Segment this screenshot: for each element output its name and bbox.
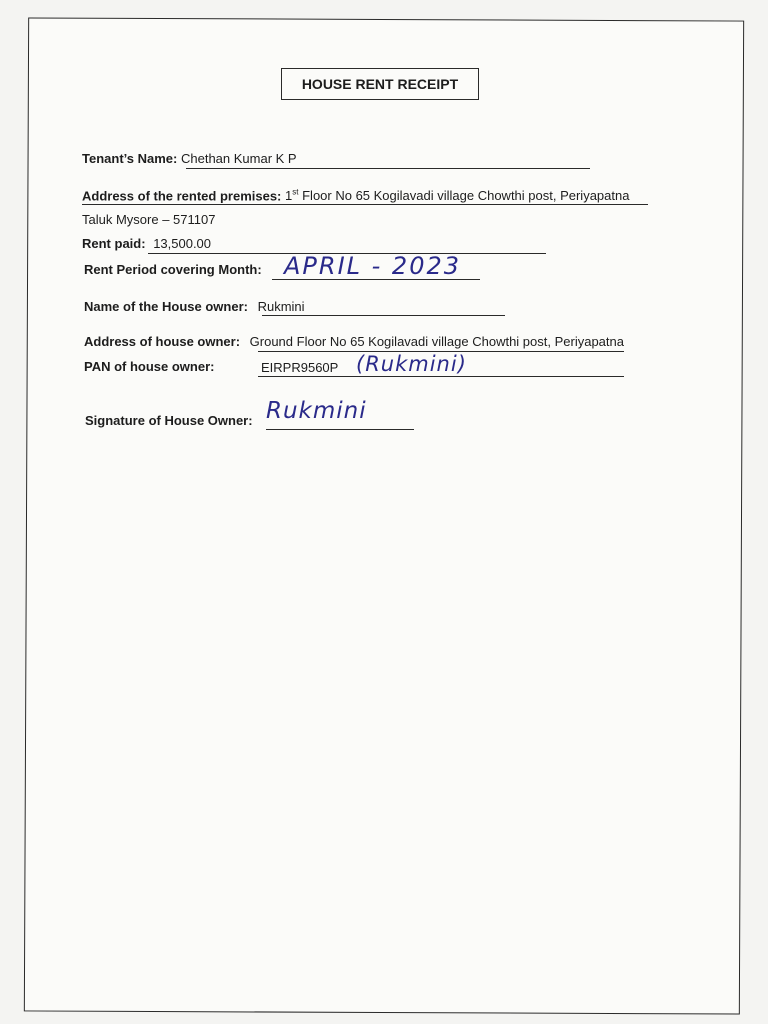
pan-handwritten-note: (Rukmini) bbox=[356, 352, 467, 376]
premises-label: Address of the rented premises: bbox=[82, 188, 282, 204]
rent-period-label: Rent Period covering Month: bbox=[84, 262, 262, 277]
premises-line2: Taluk Mysore – 571107 bbox=[82, 212, 216, 227]
rent-paid-label: Rent paid: bbox=[82, 236, 146, 251]
tenant-label: Tenant’s Name: bbox=[82, 151, 178, 166]
signature-label: Signature of House Owner: bbox=[85, 413, 253, 428]
rent-period-handwritten: APRIL - 2023 bbox=[284, 252, 462, 280]
receipt-title: HOUSE RENT RECEIPT bbox=[281, 68, 479, 100]
signature-underline bbox=[266, 429, 414, 430]
premises-row bbox=[82, 188, 629, 203]
owner-name-value: Rukmini bbox=[257, 299, 305, 314]
tenant-row bbox=[82, 151, 297, 166]
owner-name-label: Name of the House owner: bbox=[84, 299, 248, 314]
pan-label: PAN of house owner: bbox=[84, 359, 215, 374]
owner-address-label: Address of house owner: bbox=[84, 334, 241, 349]
pan-underline bbox=[258, 376, 624, 377]
tenant-underline bbox=[186, 168, 590, 169]
rent-period-row bbox=[84, 262, 262, 277]
premises-line1: 1st Floor No 65 Kogilavadi village Chowthi post, Periyapatna bbox=[285, 188, 630, 204]
tenant-value: Chethan Kumar K P bbox=[180, 151, 297, 166]
signature-handwritten: Rukmini bbox=[266, 398, 367, 424]
owner-address-row bbox=[84, 334, 624, 349]
receipt-sheet bbox=[24, 17, 744, 1014]
premises-underline bbox=[82, 204, 648, 205]
signature-row bbox=[85, 413, 253, 428]
owner-name-underline bbox=[262, 315, 505, 316]
rent-paid-row bbox=[82, 236, 211, 251]
pan-value: EIRPR9560P bbox=[261, 360, 339, 375]
owner-name-row bbox=[84, 299, 305, 314]
rent-period-underline bbox=[272, 279, 480, 280]
pan-row bbox=[84, 359, 214, 374]
rent-paid-value: 13,500.00 bbox=[153, 236, 212, 251]
owner-address-value: Ground Floor No 65 Kogilavadi village Chowthi post, Periyapatna bbox=[249, 334, 624, 349]
